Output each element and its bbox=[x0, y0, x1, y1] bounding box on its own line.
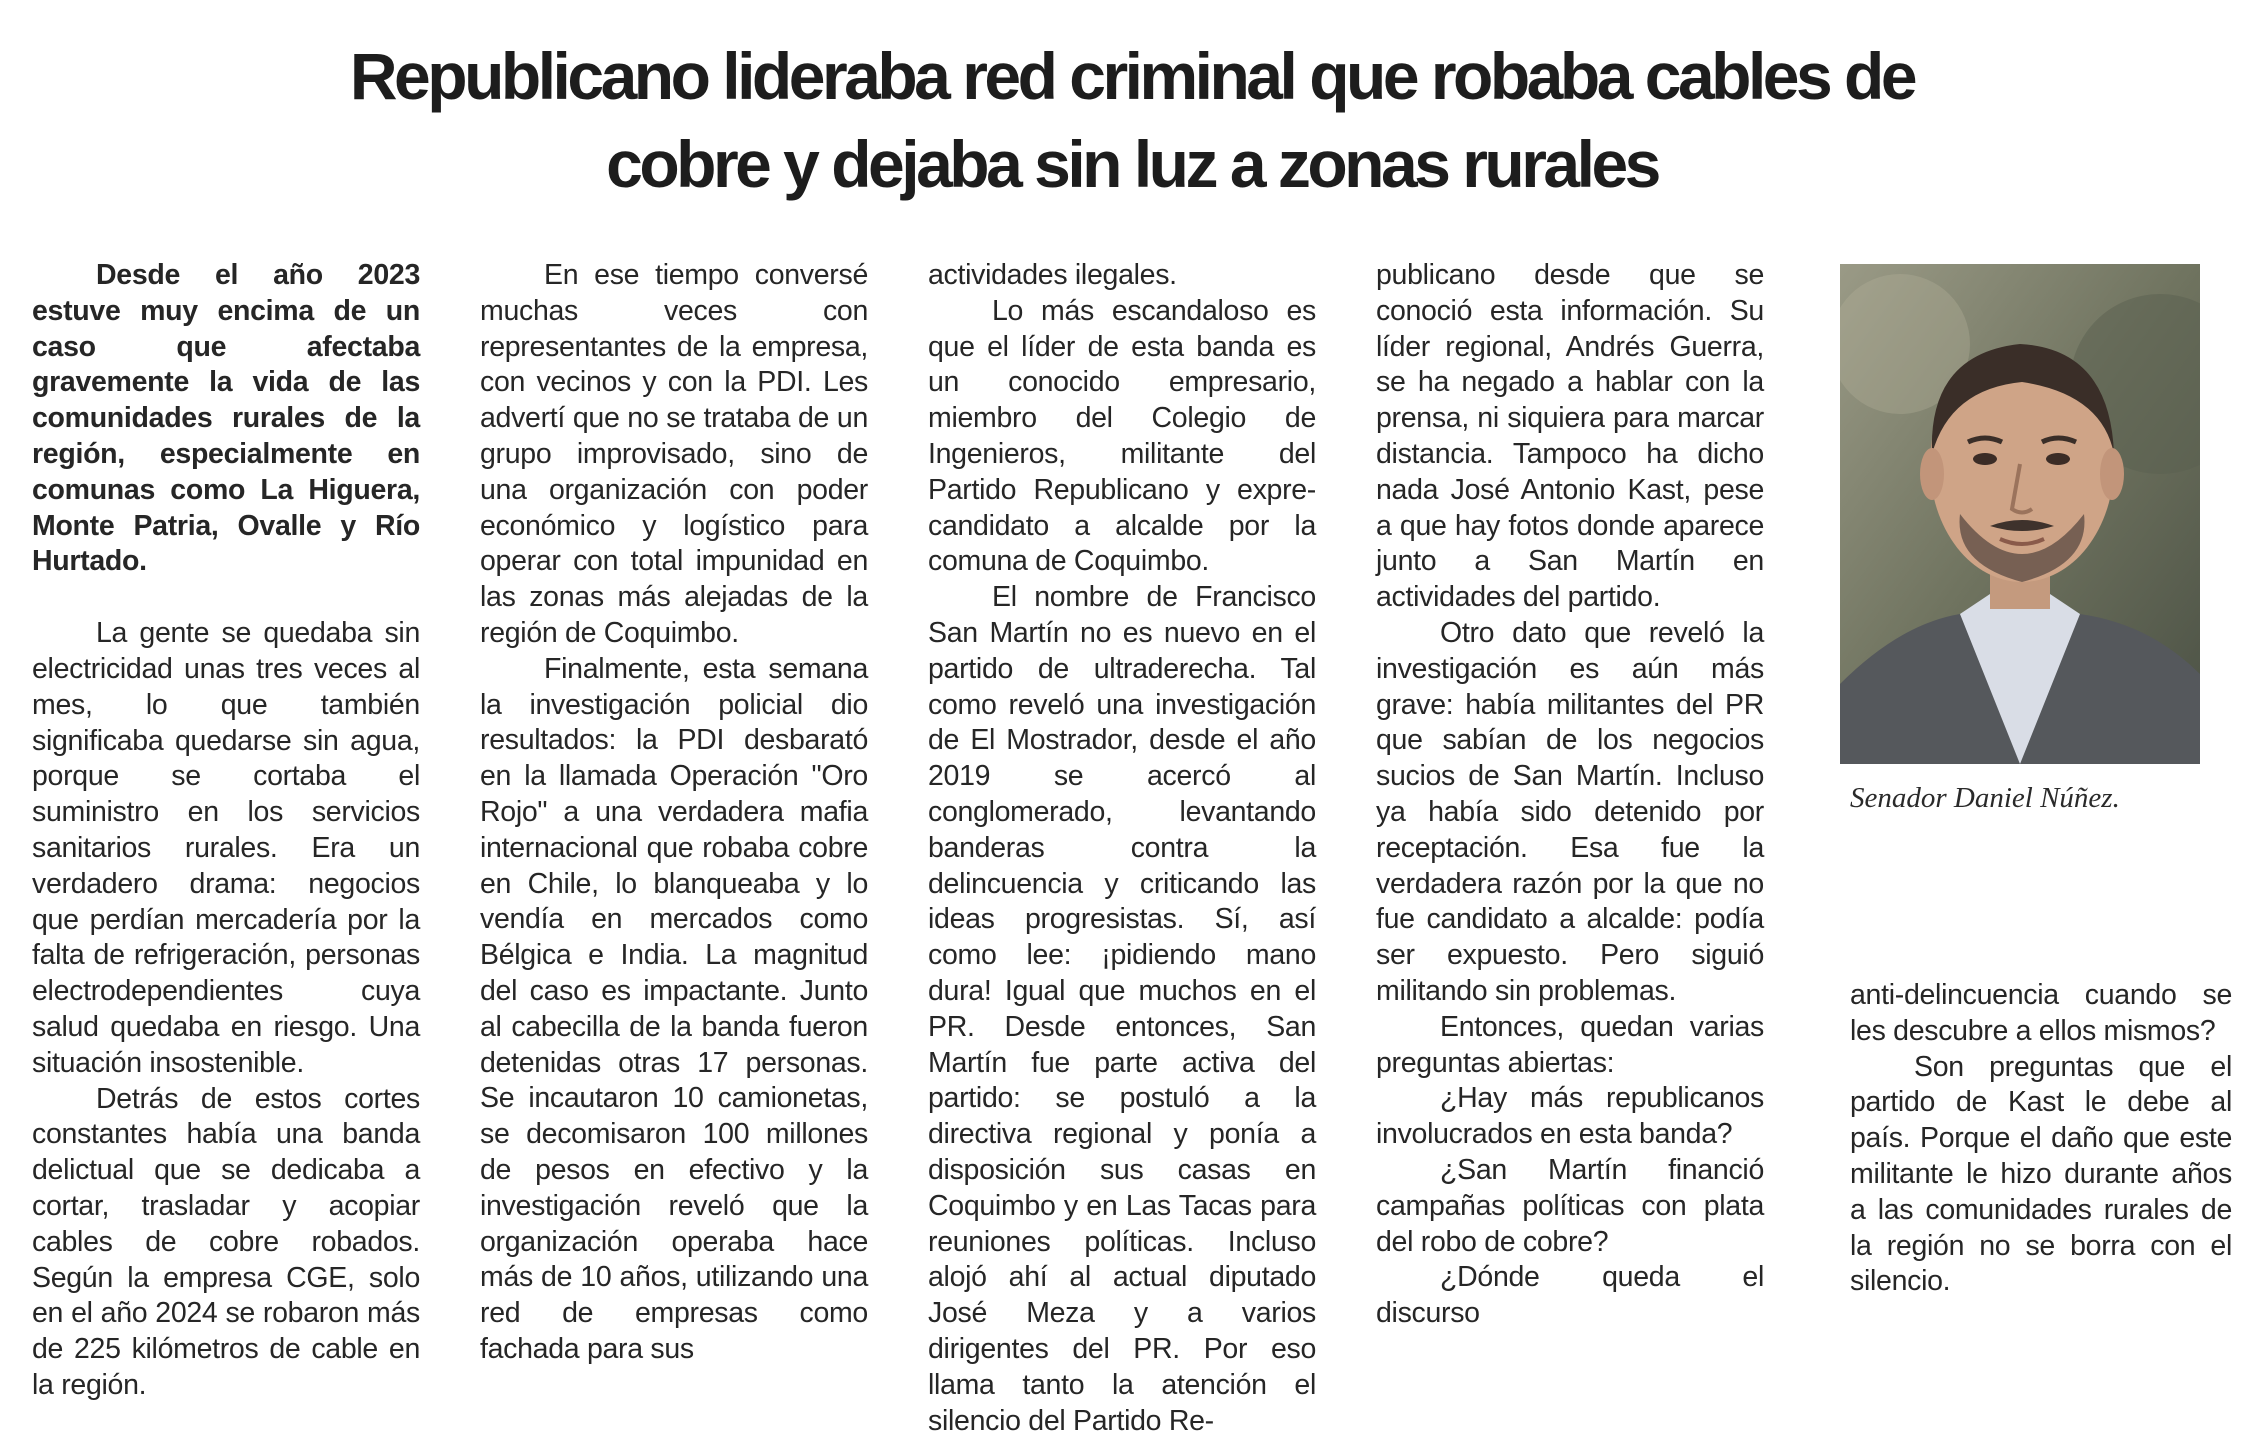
column1-paragraph-1: La gente se quedaba sin electricidad unas tres veces al mes, lo que también significaba quedarse sin agua, porque se cortaba el suministro en los servicios sanitarios rurales. Era un verdadero drama: negocios que perdían mercadería por la falta de refrigeración, personas electrodependientes cuya salud quedaba en riesgo. Una situación insostenible. bbox=[32, 617, 420, 1079]
column4-paragraph-4: ¿San Martín financió campañas políticas con plata del robo de cobre? bbox=[1376, 1153, 1764, 1258]
column2-paragraph-1: En ese tiempo conversé muchas veces con representantes de la empresa, con vecinos y con la PDI. Les advertí que no se trataba de un grupo improvisado, sino de una organización con poder económico y logístico para operar con total impunidad en las zonas más alejadas de la región de Coquimbo. bbox=[480, 259, 868, 649]
article-column-2 bbox=[480, 258, 868, 1368]
column3-paragraph-2: El nombre de Francisco San Martín no es nuevo en el partido de ultraderecha. Tal como reveló una investigación de El Mostrador, desde el año 2019 se acercó al conglomerado, levantando banderas contra la delincuencia y criticando las ideas progresistas. Sí, así como lee: ¡pidiendo mano dura! Igual que muchos en el PR. Desde entonces, San Martín fue parte activa del partido: se postuló a la directiva regional y ponía a disposición sus casas en Coquimbo y en Las Tacas para reuniones políticas. Incluso alojó ahí al actual diputado José Meza y a varios dirigentes del PR. Por eso llama tanto la atención el silencio del Partido Re- bbox=[928, 581, 1316, 1437]
column5-continuation: anti-delincuencia cuando se les descubre a ellos mismos? bbox=[1850, 979, 2232, 1047]
column2-paragraph-2: Finalmente, esta semana la investigación policial dio resultados: la PDI desbarató en la llamada Operación "Oro Rojo" a una verdadera mafia internacional que robaba cobre en Chile, lo blanqueaba y lo vendía en mercados como Bélgica e India. La magnitud del caso es impactante. Junto al cabecilla de la banda fueron detenidas otras 17 personas. Se incautaron 10 camionetas, se decomisaron 100 millones de pesos en efectivo y la investigación reveló que la organización operaba hace más de 10 años, utilizando una red de empresas como fachada para sus bbox=[480, 652, 868, 1365]
lead-text: Desde el año 2023 estuve muy encima de un caso que afectaba gravemente la vida de las comunidades rurales de la región, especialmente en comunas como La Higuera, Monte Patria, Ovalle y Río Hurtado. bbox=[32, 259, 420, 578]
article-column-3 bbox=[928, 258, 1316, 1439]
lead-paragraph bbox=[32, 258, 420, 580]
portrait-illustration bbox=[1840, 264, 2200, 764]
column3-continuation: actividades ilegales. bbox=[928, 259, 1177, 291]
article-column-1 bbox=[32, 258, 420, 1404]
column4-paragraph-1: Otro dato que reveló la investigación es aún más grave: había militantes del PR que sabían de los negocios sucios de San Martín. Incluso ya había sido detenido por receptación. Esa fue la verdadera razón por la que no fue candidato a alcalde: podía ser expuesto. Pero siguió militando sin problemas. bbox=[1376, 616, 1764, 1007]
headline-line-1: Republicano lideraba red criminal que robaba cables de bbox=[349, 39, 1915, 113]
column4-paragraph-2: Entonces, quedan varias preguntas abiertas: bbox=[1376, 1010, 1764, 1079]
column3-paragraph-1: Lo más escandaloso es que el líder de esta banda es un conocido empresario, miembro del Colegio de Ingenieros, militante del Partido Republicano y expre-candidato a alcalde por la comuna de Coquimbo. bbox=[928, 294, 1316, 578]
photo-caption: Senador Daniel Núñez. bbox=[1850, 782, 2120, 814]
column4-paragraph-5: ¿Dónde queda el discurso bbox=[1376, 1261, 1764, 1330]
article-column-5 bbox=[1850, 978, 2232, 1300]
headline-line-2: cobre y dejaba sin luz a zonas rurales bbox=[606, 127, 1658, 201]
column1-paragraph-2: Detrás de estos cortes constantes había una banda delictual que se dedicaba a cortar, trasladar y acopiar cables de cobre robados. Según la empresa CGE, solo en el año 2024 se robaron más de 225 kilómetros de cable en la región. bbox=[32, 1082, 420, 1401]
column4-continuation: publicano desde que se conoció esta información. Su líder regional, Andrés Guerra, se ha negado a hablar con la prensa, ni siquiera para marcar distancia. Tampoco ha dicho nada José Antonio Kast, pese a que hay fotos donde aparece junto a San Martín en actividades del partido. bbox=[1376, 259, 1764, 614]
article-headline bbox=[0, 32, 2264, 208]
article-column-4 bbox=[1376, 258, 1764, 1332]
senator-photo bbox=[1840, 264, 2200, 764]
column4-paragraph-3: ¿Hay más republicanos involucrados en esta banda? bbox=[1376, 1082, 1764, 1151]
column5-paragraph-1: Son preguntas que el partido de Kast le debe al país. Porque el daño que este militante le hizo durante años a las comunidades rurales de la región no se borra con el silencio. bbox=[1850, 1050, 2232, 1298]
